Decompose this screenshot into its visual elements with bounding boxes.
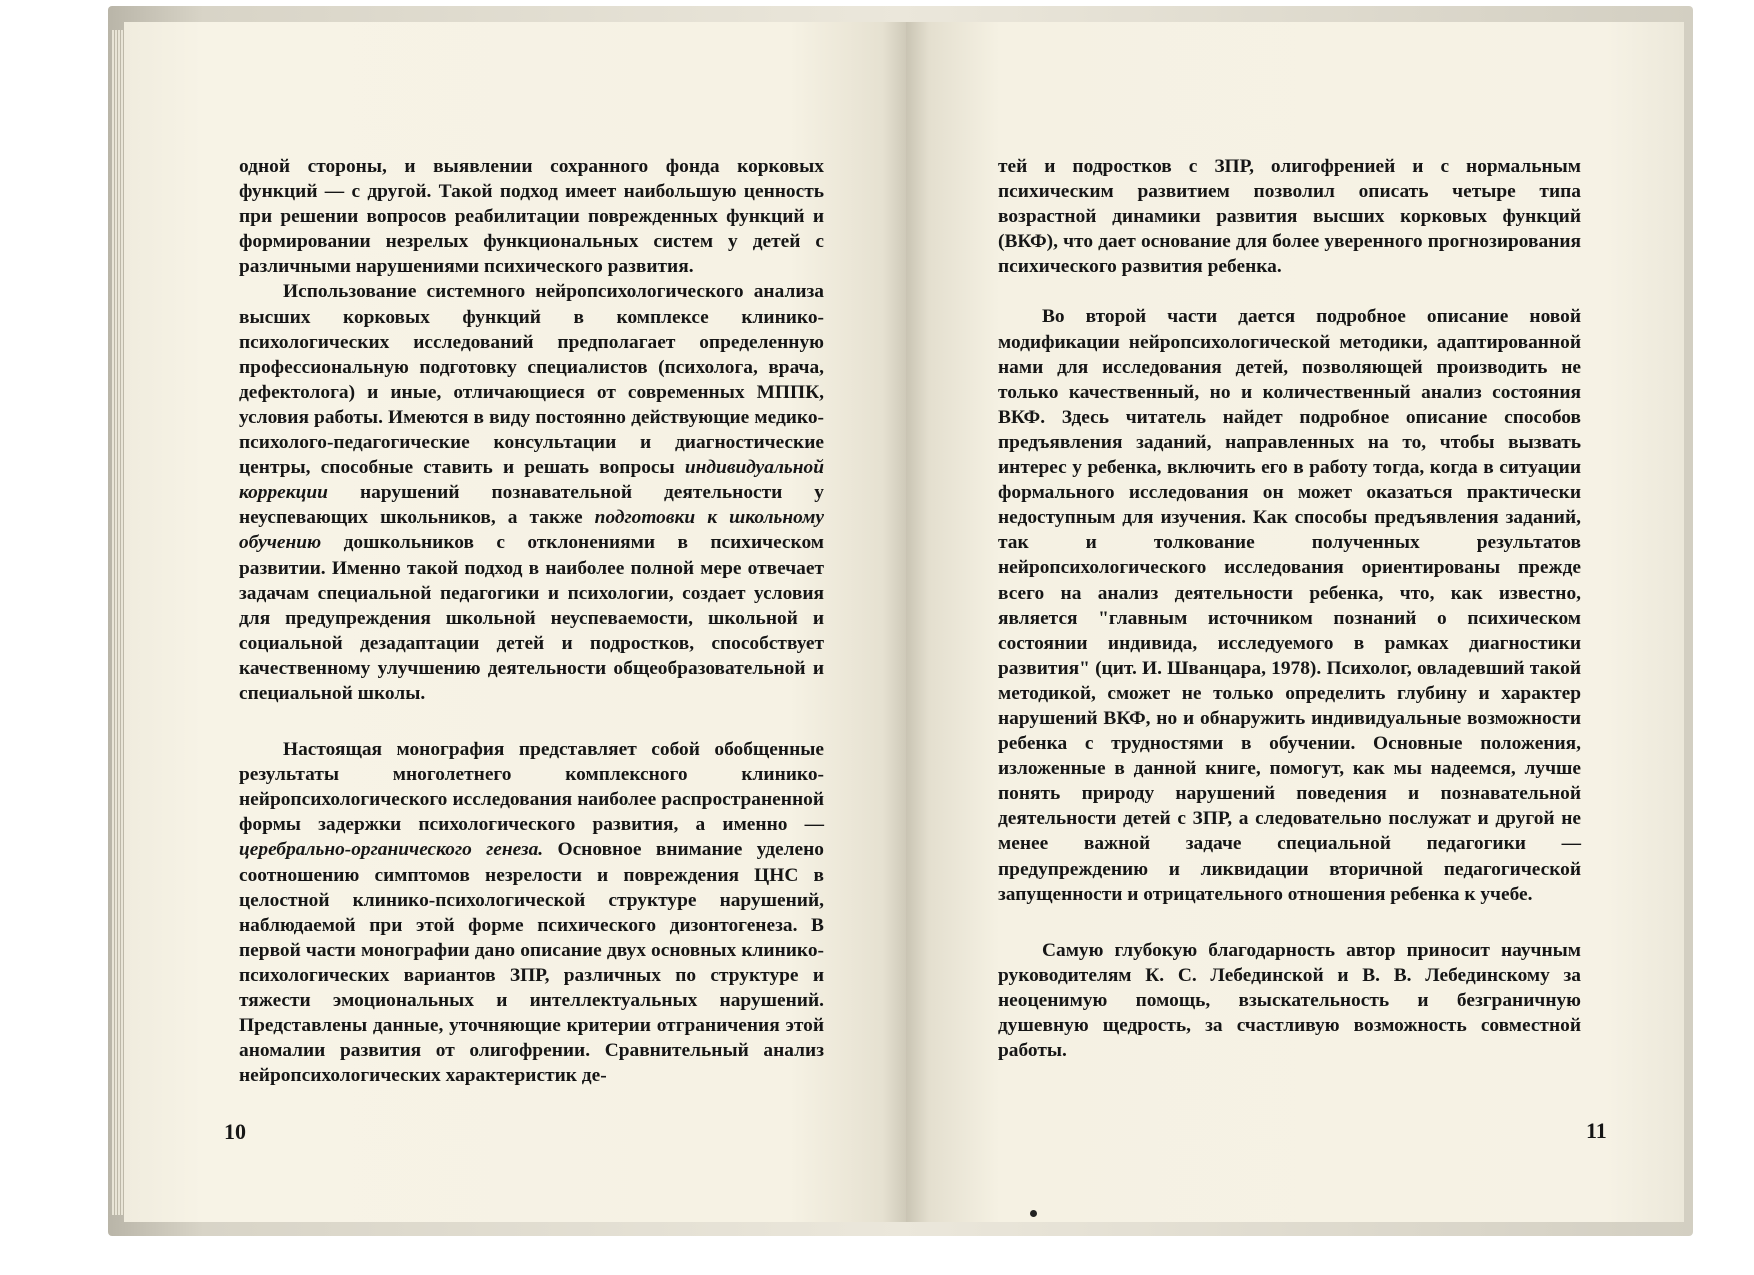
page-number: 11 — [1586, 1118, 1607, 1143]
paragraph: тей и подростков с ЗПР, олигофренией и с нормальным психическим развитием позволил описать четыре типа возрастной динамики развития высших корковых функций (ВКФ), что дает основание для более уверенного прогнозирования психического развития ребенка. — [998, 156, 1581, 278]
right-page-text — [998, 154, 1581, 1063]
page-number: 10 — [224, 1119, 246, 1144]
paragraph: Использование системного нейропсихологического анализа высших корковых функций в комплексе клинико-психологических исследований предполагает определенную профессиональную подготовку специалистов (психолога, врача, дефектолога) и иные, отличающиеся от современных МППК, условия работы. Имеются в виду постоянно действующие медико-психолого-педагогические консультации и диагностические центры, способные ставить и решать вопросы индивидуальной коррекции нарушений познавательной деятельности у неуспевающих школьников, а также подготовки к школьному обучению дошкольников с отклонениями в психическом развитии. Именно такой подход в наиболее полной мере отвечает задачам специальной педагогики и психологии, создает условия для предупреждения школьной неуспеваемости, школьной и социальной дезадаптации детей и подростков, способствует качественному улучшению деятельности общеобразовательной и специальной школы. — [239, 281, 824, 704]
paragraph: одной стороны, и выявлении сохранного фонда корковых функций — с другой. Такой подход имеет наибольшую ценность при решении вопросов реабилитации поврежденных функций и формировании незрелых функциональных систем у детей с различными нарушениями психического развития. — [239, 156, 824, 278]
paragraph: Самую глубокую благодарность автор приносит научным руководителям К. С. Лебединской и В. В. Лебединскому за неоценимую помощь, взыскательность и безграничную душевную щедрость, за счастливую возможность совместной работы. — [998, 939, 1581, 1062]
italic-emphasis: подготовки к школьному обучению — [239, 507, 824, 554]
italic-emphasis: индивидуальной коррекции — [239, 457, 824, 504]
print-speck — [1030, 1210, 1037, 1217]
left-page-text — [239, 154, 824, 1088]
left-page — [124, 22, 906, 1222]
paragraph: Настоящая монография представляет собой обобщенные результаты многолетнего комплексного клинико-нейропсихологического исследования наиболее распространенной формы задержки психологического развития, а именно — церебрально-органического генеза. Основное внимание уделено соотношению симптомов незрелости и повреждения ЦНС в целостной клинико-психологической структуре нарушений, наблюдаемой при этой форме психического дизонтогенеза. В первой части монографии дано описание двух основных клинико-психологических вариантов ЗПР, различных по структуре и тяжести эмоциональных и интеллектуальных нарушений. Представлены данные, уточняющие критерии отграничения этой аномалии развития от олигофрении. Сравнительный анализ нейропсихологических характеристик де- — [239, 739, 824, 1087]
paragraph: Во второй части дается подробное описание новой модификации нейропсихологической методики, адаптированной нами для исследования детей, позволяющей производить не только качественный, но и количественный анализ состояния ВКФ. Здесь читатель найдет подробное описание способов предъявления заданий, направленных на то, чтобы вызвать интерес у ребенка, включить его в работу тогда, когда в ситуации формального исследования он может оказаться практически недоступным для изучения. Как способы предъявления заданий, так и толкование полученных результатов нейропсихологического исследования ориентированы прежде всего на анализ деятельности ребенка, что, как известно, является "главным источником познаний о психическом состоянии индивида, исследуемого в рамках диагностики развития" (цит. И. Шванцара, 1978). Психолог, овладевший такой методикой, сможет не только определить глубину и характер нарушений ВКФ, но и обнаружить индивидуальные возможности ребенка с трудностями в обучении. Основные положения, изложенные в данной книге, помогут, как мы надеемся, лучше понять природу нарушений поведения и познавательной деятельности детей с ЗПР, а следовательно послужат и другой не менее важной задаче специальной педагогики — предупреждению и ликвидации вторичной педагогической запущенности и отрицательного отношения ребенка к учебе. — [998, 306, 1581, 905]
italic-emphasis: церебрально-органического генеза. — [239, 839, 544, 861]
right-page — [906, 22, 1684, 1222]
